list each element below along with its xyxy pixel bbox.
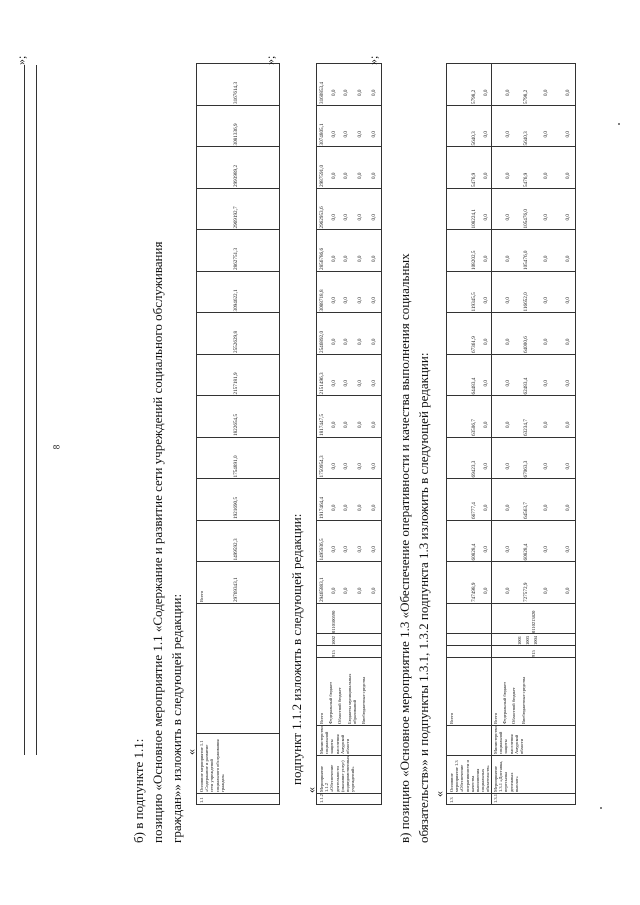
value-cell: 0,0 xyxy=(343,297,349,304)
value-cell: 3094622,1 xyxy=(233,289,239,312)
value-cell: 5476,9 xyxy=(523,172,529,187)
value-cell: 62483,4 xyxy=(523,377,529,395)
value-cell: 0,0 xyxy=(357,214,363,221)
value-cell: 0,0 xyxy=(343,172,349,179)
value-cell: 3074805,1 xyxy=(319,123,325,146)
code-b3: 1004 xyxy=(533,636,538,645)
value-cell: 0,0 xyxy=(483,463,489,470)
value-cell: 0,0 xyxy=(565,255,571,262)
value-cell: 3088718,8 xyxy=(319,289,325,312)
value-cell: 0,0 xyxy=(483,504,489,511)
value-cell: 0,0 xyxy=(505,504,511,511)
row-number: 1.1 xyxy=(199,797,204,803)
funding-source: Бюджеты муниципальных образований xyxy=(346,673,357,724)
value-cell: 0,0 xyxy=(483,131,489,138)
quote-close: »; xyxy=(263,55,277,65)
quote-open: « xyxy=(184,749,198,755)
page-number: 8 xyxy=(51,444,62,450)
value-cell: 0,0 xyxy=(357,587,363,594)
value-cell: 0,0 xyxy=(505,214,511,221)
value-cell: 0,0 xyxy=(483,421,489,428)
row-name: Основное мероприятие 1.1 «Содержание и развитие сети учреждений социального обслуживания граждан» xyxy=(199,739,225,792)
value-cell: 1917464,4 xyxy=(319,496,325,519)
scan-speck xyxy=(600,807,602,809)
quote-close: »; xyxy=(366,55,380,65)
value-cell: 0,0 xyxy=(565,380,571,387)
section-b-text-1: позицию «Основное мероприятие 1.1 «Содержание и развитие сети учреждений социального обслуживания xyxy=(150,241,165,843)
value-cell: 0,0 xyxy=(371,463,377,470)
quote-open: « xyxy=(432,791,446,797)
value-cell: 0,0 xyxy=(371,172,377,179)
value-cell: 0,0 xyxy=(543,131,549,138)
value-cell: 64000,6 xyxy=(523,336,529,353)
value-cell: 66777,4 xyxy=(471,502,477,519)
value-cell: 0,0 xyxy=(565,546,571,553)
value-cell: 1817447,5 xyxy=(319,413,325,436)
value-cell: 0,0 xyxy=(483,89,489,96)
value-cell: 0,0 xyxy=(483,380,489,387)
value-cell: 108202,5 xyxy=(471,250,477,270)
value-cell: 63234,7 xyxy=(523,419,529,436)
value-cell: 0,0 xyxy=(357,421,363,428)
value-cell: 2969192,7 xyxy=(233,206,239,229)
value-cell: 0,0 xyxy=(505,421,511,428)
value-cell: 0,0 xyxy=(565,89,571,96)
value-cell: 0,0 xyxy=(343,214,349,221)
value-cell: 2856786,6 xyxy=(319,247,325,270)
table-section-v xyxy=(446,63,576,805)
value-cell: 0,0 xyxy=(505,338,511,345)
value-cell: 0,0 xyxy=(331,338,337,345)
value-cell: 0,0 xyxy=(371,255,377,262)
value-cell: 0,0 xyxy=(543,89,549,96)
value-cell: 105476,0 xyxy=(523,250,529,270)
value-cell: 0,0 xyxy=(543,255,549,262)
quote-open: « xyxy=(304,787,318,793)
value-cell: 0,0 xyxy=(357,255,363,262)
value-cell: 0,0 xyxy=(371,297,377,304)
value-cell: 0,0 xyxy=(357,172,363,179)
value-cell: 5640,3 xyxy=(471,131,477,146)
value-cell: 0,0 xyxy=(543,380,549,387)
value-cell: 108224,1 xyxy=(471,209,477,229)
quote-close: »; xyxy=(14,55,28,65)
value-cell: 0,0 xyxy=(543,297,549,304)
value-cell: 2862751,3 xyxy=(233,247,239,270)
row-number: 1.3 xyxy=(449,797,454,803)
value-cell: 0,0 xyxy=(543,172,549,179)
value-cell: 0,0 xyxy=(505,463,511,470)
value-cell: 0,0 xyxy=(343,546,349,553)
value-cell: 0,0 xyxy=(543,421,549,428)
value-cell: 0,0 xyxy=(371,504,377,511)
value-cell: 0,0 xyxy=(343,255,349,262)
value-cell: 0,0 xyxy=(331,255,337,262)
value-cell: 0,0 xyxy=(343,587,349,594)
value-cell: 0,0 xyxy=(343,421,349,428)
value-cell: 0,0 xyxy=(483,338,489,345)
value-cell: 2987591,0 xyxy=(319,164,325,187)
row-name: Мероприятие 1.3.1 «Доставка, пересылка денежных выплат» xyxy=(493,760,519,792)
value-cell: 0,0 xyxy=(331,214,337,221)
funding-source: Всего xyxy=(319,712,324,724)
value-cell: 0,0 xyxy=(505,546,511,553)
value-cell: 69423,3 xyxy=(471,460,477,478)
value-cell: 5798,2 xyxy=(523,89,529,104)
value-cell: 0,0 xyxy=(505,297,511,304)
section-b-text-2: граждан»» изложить в следующей редакции: xyxy=(169,593,184,843)
value-cell: 0,0 xyxy=(565,504,571,511)
value-cell: 0,0 xyxy=(331,504,337,511)
row-number: 1.1.2 xyxy=(319,794,324,803)
value-cell: 2962953,6 xyxy=(319,206,325,229)
value-cell: 0,0 xyxy=(543,463,549,470)
value-cell: 0,0 xyxy=(343,338,349,345)
value-cell: 0,0 xyxy=(371,131,377,138)
value-cell: 5640,3 xyxy=(523,131,529,146)
value-cell: 0,0 xyxy=(483,297,489,304)
value-cell: 1822654,5 xyxy=(233,413,239,436)
value-cell: 0,0 xyxy=(357,504,363,511)
value-cell: 0,0 xyxy=(357,380,363,387)
value-cell: 105476,0 xyxy=(523,209,529,229)
value-cell: 0,0 xyxy=(483,255,489,262)
value-cell: 0,0 xyxy=(565,338,571,345)
value-cell: 0,0 xyxy=(565,587,571,594)
table-section-b xyxy=(196,63,280,805)
funding-source: Внебюджетные средства xyxy=(520,676,526,724)
value-cell: 727572,9 xyxy=(523,582,529,602)
row-total-label: Всего xyxy=(199,590,204,602)
value-cell: 747498,9 xyxy=(471,582,477,602)
value-cell: 0,0 xyxy=(565,421,571,428)
value-cell: 2546892,0 xyxy=(319,330,325,353)
value-cell: 0,0 xyxy=(565,172,571,179)
value-cell: 116652,0 xyxy=(523,292,529,312)
value-cell: 0,0 xyxy=(483,546,489,553)
value-cell: 2552629,8 xyxy=(233,330,239,353)
code-c: 0110213820 xyxy=(531,610,536,633)
value-cell: 0,0 xyxy=(331,421,337,428)
value-cell: 64563,7 xyxy=(523,502,529,519)
code-a: 915 xyxy=(331,650,336,657)
value-cell: 2993989,2 xyxy=(233,164,239,187)
table-subpoint-112 xyxy=(316,63,382,805)
funding-source: Внебюджетные средства xyxy=(360,676,366,724)
value-cell: 0,0 xyxy=(343,131,349,138)
value-cell: 0,0 xyxy=(543,504,549,511)
table-fragment-rule xyxy=(36,65,37,755)
source-total: Всего xyxy=(449,712,454,724)
value-cell: 0,0 xyxy=(371,421,377,428)
value-cell: 0,0 xyxy=(505,587,511,594)
value-cell: 0,0 xyxy=(357,89,363,96)
value-cell: 63506,7 xyxy=(471,419,477,436)
value-cell: 0,0 xyxy=(371,546,377,553)
value-cell: 0,0 xyxy=(331,380,337,387)
value-cell: 0,0 xyxy=(505,131,511,138)
value-cell: 67063,3 xyxy=(523,460,529,478)
executor: Министерство социальной защиты населения Амурской области xyxy=(319,726,350,754)
section-v-heading-2: обязательств»» и подпункты 1.3.1, 1.3.2 подпункта 1.3 изложить в следующей редакции: xyxy=(416,352,431,843)
value-cell: 0,0 xyxy=(371,380,377,387)
value-cell: 0,0 xyxy=(343,89,349,96)
value-cell: 0,0 xyxy=(543,338,549,345)
value-cell: 119345,5 xyxy=(471,292,477,312)
value-cell: 0,0 xyxy=(371,587,377,594)
value-cell: 0,0 xyxy=(357,546,363,553)
value-cell: 0,0 xyxy=(483,214,489,221)
value-cell: 0,0 xyxy=(505,380,511,387)
code-c: 0110100590 xyxy=(331,610,336,633)
value-cell: 0,0 xyxy=(371,338,377,345)
value-cell: 0,0 xyxy=(371,89,377,96)
code-b1: 1001 xyxy=(517,636,522,645)
table-fragment-rule xyxy=(24,65,25,755)
value-cell: 0,0 xyxy=(565,297,571,304)
value-cell: 0,0 xyxy=(543,587,549,594)
scan-speck xyxy=(618,123,620,125)
value-cell: 60828,4 xyxy=(523,543,529,561)
funding-source: Областной бюджет xyxy=(337,687,343,724)
value-cell: 3081336,9 xyxy=(233,123,239,146)
value-cell: 0,0 xyxy=(543,546,549,553)
code-b: 1002 xyxy=(331,636,336,645)
value-cell: 0,0 xyxy=(331,131,337,138)
value-cell: 29769343,1 xyxy=(233,577,239,602)
funding-source: Федеральный бюджет xyxy=(328,681,334,724)
value-cell: 0,0 xyxy=(565,131,571,138)
row-name: Основное мероприятие 1.3 «Обеспечение оперативности и качества выполнения социальных обязательств» xyxy=(449,760,491,792)
code-b2: 1003 xyxy=(525,636,530,645)
value-cell: 0,0 xyxy=(357,463,363,470)
value-cell: 0,0 xyxy=(371,214,377,221)
value-cell: 2151496,3 xyxy=(319,372,325,395)
section-v-heading-1: в) позицию «Основное мероприятие 1.3 «Обеспечение оперативности и качества выполнения социальных xyxy=(397,253,412,843)
code-a: 915 xyxy=(531,650,536,657)
subpoint-heading: подпункт 1.1.2 изложить в следующей редакции: xyxy=(289,513,304,785)
value-cell: 0,0 xyxy=(505,89,511,96)
value-cell: 1921690,5 xyxy=(233,496,239,519)
value-cell: 0,0 xyxy=(483,587,489,594)
value-cell: 60828,4 xyxy=(471,543,477,561)
value-cell: 0,0 xyxy=(331,587,337,594)
value-cell: 0,0 xyxy=(343,380,349,387)
value-cell: 0,0 xyxy=(543,214,549,221)
value-cell: 0,0 xyxy=(357,131,363,138)
funding-source: Федеральный бюджет xyxy=(502,681,508,724)
value-cell: 3160853,4 xyxy=(319,81,325,104)
value-cell: 0,0 xyxy=(343,504,349,511)
value-cell: 1750954,3 xyxy=(319,455,325,478)
value-cell: 1499592,3 xyxy=(233,538,239,561)
value-cell: 1754891,0 xyxy=(233,455,239,478)
value-cell: 0,0 xyxy=(331,297,337,304)
section-b-heading: б) в подпункте 1.1: xyxy=(131,738,146,843)
value-cell: 5476,9 xyxy=(471,172,477,187)
value-cell: 0,0 xyxy=(505,255,511,262)
value-cell: 0,0 xyxy=(331,463,337,470)
value-cell: 0,0 xyxy=(357,338,363,345)
value-cell: 1495936,5 xyxy=(319,538,325,561)
value-cell: 0,0 xyxy=(565,214,571,221)
value-cell: 64483,4 xyxy=(471,377,477,395)
value-cell: 0,0 xyxy=(483,172,489,179)
row-number: 1.3.1 xyxy=(493,794,498,803)
value-cell: 0,0 xyxy=(357,297,363,304)
executor: Министерство социальной защиты населения Амурской области xyxy=(493,726,524,754)
funding-source: Областной бюджет xyxy=(511,687,517,724)
value-cell: 0,0 xyxy=(331,172,337,179)
row-name: Мероприятие 1.1.2 «Обеспечение деятельности (оказание услуг) подведомственных учреждений» xyxy=(319,755,356,792)
value-cell: 3167614,3 xyxy=(233,81,239,104)
value-cell: 29465883,1 xyxy=(319,577,325,602)
funding-source: Всего xyxy=(493,712,498,724)
value-cell: 5798,2 xyxy=(471,89,477,104)
value-cell: 0,0 xyxy=(565,463,571,470)
value-cell: 2157181,9 xyxy=(233,372,239,395)
value-cell: 0,0 xyxy=(331,89,337,96)
value-cell: 0,0 xyxy=(331,546,337,553)
value-cell: 0,0 xyxy=(505,172,511,179)
value-cell: 67361,9 xyxy=(471,336,477,353)
value-cell: 0,0 xyxy=(343,463,349,470)
